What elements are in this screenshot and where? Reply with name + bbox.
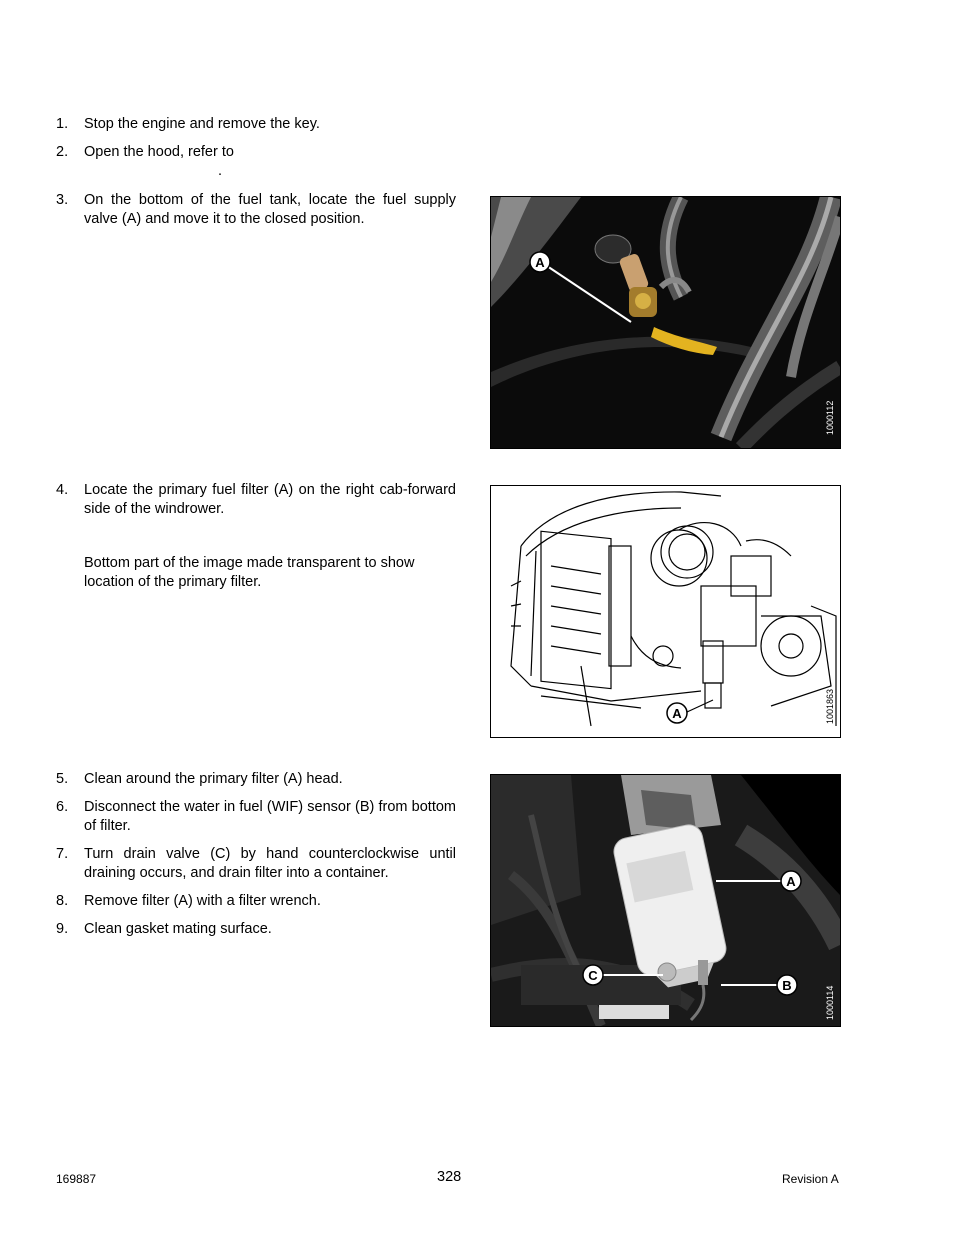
step-7 bbox=[56, 845, 456, 883]
step-number: 4. bbox=[56, 482, 69, 498]
step-text: Stop the engine and remove the key. bbox=[84, 116, 320, 132]
step-number: 2. bbox=[56, 144, 69, 160]
engine-illustration bbox=[491, 486, 840, 737]
step-3 bbox=[56, 191, 456, 229]
figure-id: 1000112 bbox=[825, 400, 835, 435]
step-number: 7. bbox=[56, 846, 69, 862]
step-number: 3. bbox=[56, 192, 69, 208]
callout-label-a: A bbox=[535, 255, 545, 270]
step-4 bbox=[56, 481, 456, 519]
step-number: 9. bbox=[56, 921, 69, 937]
step-number: 6. bbox=[56, 799, 69, 815]
page-number: 328 bbox=[437, 1169, 462, 1185]
figure-id: 1001863 bbox=[825, 688, 835, 724]
step-number: 5. bbox=[56, 771, 69, 787]
revision: Revision A bbox=[782, 1172, 839, 1186]
document-number: 169887 bbox=[56, 1172, 97, 1186]
step-1 bbox=[56, 115, 456, 134]
step-2-period: . bbox=[218, 163, 223, 179]
step-5 bbox=[56, 770, 456, 789]
figure-filter-components bbox=[490, 774, 841, 1027]
step-text: Clean around the primary filter (A) head. bbox=[84, 771, 343, 787]
filter-photo bbox=[491, 775, 840, 1026]
figure-id: 1000114 bbox=[825, 985, 835, 1020]
step-6 bbox=[56, 798, 456, 836]
callout-label-b: B bbox=[782, 978, 792, 993]
step-text: Remove filter (A) with a filter wrench. bbox=[84, 893, 321, 909]
step-text: Open the hood, refer to bbox=[84, 144, 234, 160]
step-text: On the bottom of the fuel tank, locate the fuel supply valve (A) and move it to the closed position. bbox=[84, 192, 456, 227]
step-8 bbox=[56, 892, 456, 911]
image-note: Bottom part of the image made transparent to show location of the primary filter. bbox=[84, 555, 415, 590]
step-number: 8. bbox=[56, 893, 69, 909]
figure-fuel-valve bbox=[490, 196, 841, 449]
step-number: 1. bbox=[56, 116, 69, 132]
step-2 bbox=[56, 143, 456, 162]
callout-label-a: A bbox=[672, 706, 682, 721]
fuel-valve-photo bbox=[491, 197, 840, 448]
callout-label-c: C bbox=[588, 968, 598, 983]
step-text: Disconnect the water in fuel (WIF) sensor (B) from bottom of filter. bbox=[84, 799, 456, 834]
step-9 bbox=[56, 920, 456, 939]
figure-primary-filter-location bbox=[490, 485, 841, 738]
step-text: Clean gasket mating surface. bbox=[84, 921, 272, 937]
step-text: Turn drain valve (C) by hand counterclockwise until draining occurs, and drain filter into a container. bbox=[84, 846, 456, 881]
step-text: Locate the primary fuel filter (A) on the right cab-forward side of the windrower. bbox=[84, 482, 456, 517]
callout-label-a: A bbox=[786, 874, 796, 889]
